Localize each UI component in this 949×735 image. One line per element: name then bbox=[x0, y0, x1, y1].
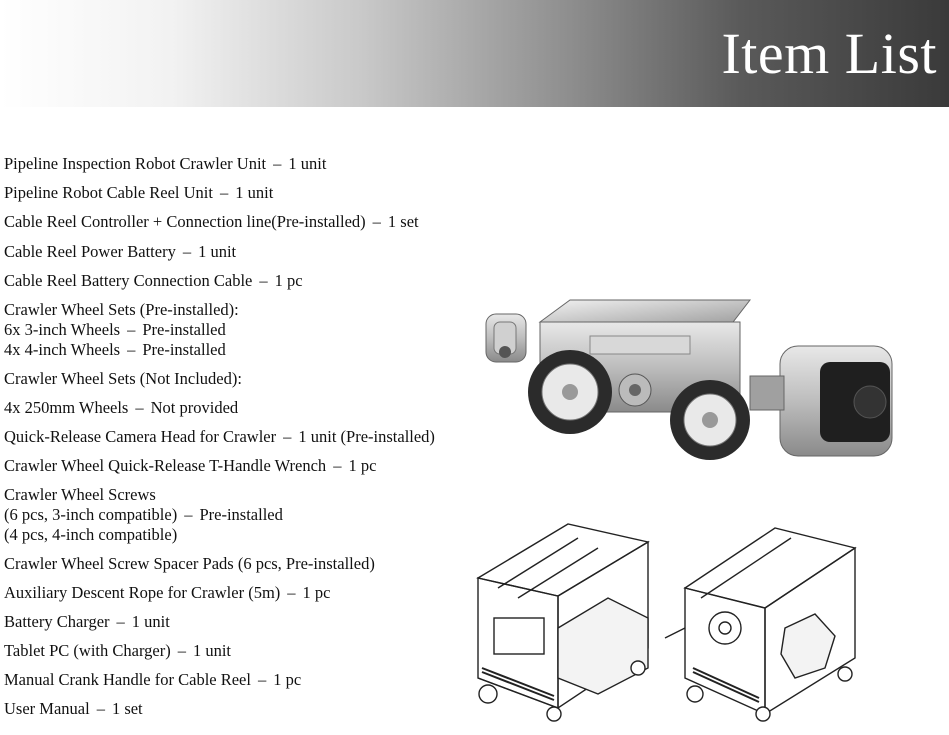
item-name: (4 pcs, 4-inch compatible) bbox=[4, 525, 178, 544]
item-line bbox=[4, 369, 474, 389]
item-name: Cable Reel Battery Connection Cable bbox=[4, 271, 253, 290]
list-item bbox=[4, 398, 474, 418]
item-quantity: Pre-installed bbox=[142, 340, 226, 359]
item-quantity: Not provided bbox=[150, 398, 239, 417]
item-name: Crawler Wheel Sets (Pre-installed): bbox=[4, 300, 239, 319]
item-dash: – bbox=[287, 583, 296, 602]
item-line bbox=[4, 183, 474, 203]
item-quantity: 1 pc bbox=[274, 271, 303, 290]
item-quantity: 1 pc bbox=[348, 456, 377, 475]
item-list bbox=[4, 154, 474, 719]
item-name: (6 pcs, 3-inch compatible) bbox=[4, 505, 178, 524]
item-quantity: 1 unit bbox=[288, 154, 327, 173]
list-item bbox=[4, 369, 474, 389]
item-line bbox=[4, 398, 474, 418]
item-quantity: 1 pc bbox=[273, 670, 302, 689]
item-dash: – bbox=[96, 699, 105, 718]
item-dash: – bbox=[127, 320, 136, 339]
item-quantity: 1 unit (Pre-installed) bbox=[298, 427, 435, 446]
list-item bbox=[4, 154, 474, 174]
item-line bbox=[4, 300, 474, 320]
item-name: Crawler Wheel Screw Spacer Pads (6 pcs, Pre-installed) bbox=[4, 554, 375, 573]
list-item bbox=[4, 583, 474, 603]
item-dash: – bbox=[372, 212, 381, 231]
item-quantity: 1 pc bbox=[302, 583, 331, 602]
item-line bbox=[4, 271, 474, 291]
list-item bbox=[4, 242, 474, 262]
item-quantity: 1 unit bbox=[198, 242, 237, 261]
item-line bbox=[4, 505, 474, 525]
item-name: 4x 250mm Wheels bbox=[4, 398, 129, 417]
item-dash: – bbox=[257, 670, 267, 689]
item-line bbox=[4, 427, 474, 447]
item-dash: – bbox=[177, 641, 186, 660]
item-dash: – bbox=[182, 242, 192, 261]
item-line bbox=[4, 554, 474, 574]
item-name: Crawler Wheel Screws bbox=[4, 485, 156, 504]
crawler-robot-photo bbox=[480, 292, 910, 468]
item-name: User Manual bbox=[4, 699, 90, 718]
list-item bbox=[4, 183, 474, 203]
item-name: Tablet PC (with Charger) bbox=[4, 641, 171, 660]
page-title: Item List bbox=[721, 21, 937, 86]
cable-reel-drawing-right bbox=[655, 518, 867, 722]
item-line bbox=[4, 670, 474, 690]
list-item bbox=[4, 670, 474, 690]
item-name: 4x 4-inch Wheels bbox=[4, 340, 121, 359]
item-quantity: 1 unit bbox=[192, 641, 232, 660]
item-line bbox=[4, 699, 474, 719]
list-item bbox=[4, 212, 474, 232]
list-item bbox=[4, 456, 474, 476]
list-item bbox=[4, 485, 474, 545]
item-line bbox=[4, 340, 474, 360]
item-name: Pipeline Robot Cable Reel Unit bbox=[4, 183, 213, 202]
item-line bbox=[4, 212, 474, 232]
item-line bbox=[4, 612, 474, 632]
item-dash: – bbox=[127, 340, 136, 359]
item-dash: – bbox=[259, 271, 268, 290]
item-dash: – bbox=[283, 427, 292, 446]
item-name: Auxiliary Descent Rope for Crawler (5m) bbox=[4, 583, 281, 602]
item-line bbox=[4, 525, 474, 545]
item-line bbox=[4, 320, 474, 340]
item-dash: – bbox=[333, 456, 342, 475]
item-dash: – bbox=[135, 398, 144, 417]
item-line bbox=[4, 641, 474, 661]
list-item bbox=[4, 554, 474, 574]
item-name: Cable Reel Power Battery bbox=[4, 242, 176, 261]
item-line bbox=[4, 242, 474, 262]
item-name: Quick-Release Camera Head for Crawler bbox=[4, 427, 277, 446]
item-quantity: 1 set bbox=[387, 212, 419, 231]
list-item bbox=[4, 699, 474, 719]
item-name: Crawler Wheel Quick-Release T-Handle Wrench bbox=[4, 456, 327, 475]
item-name: Pipeline Inspection Robot Crawler Unit bbox=[4, 154, 267, 173]
item-line bbox=[4, 485, 474, 505]
item-name: Manual Crank Handle for Cable Reel bbox=[4, 670, 251, 689]
item-line bbox=[4, 456, 474, 476]
item-name: Cable Reel Controller + Connection line(Pre-installed) bbox=[4, 212, 366, 231]
list-item bbox=[4, 300, 474, 360]
item-dash: – bbox=[273, 154, 282, 173]
item-dash: – bbox=[116, 612, 125, 631]
item-line bbox=[4, 154, 474, 174]
list-item bbox=[4, 612, 474, 632]
item-quantity: 1 unit bbox=[131, 612, 170, 631]
item-name: Crawler Wheel Sets (Not Included): bbox=[4, 369, 242, 388]
item-name: Battery Charger bbox=[4, 612, 110, 631]
item-dash: – bbox=[184, 505, 193, 524]
item-quantity: 1 unit bbox=[235, 183, 274, 202]
list-item bbox=[4, 641, 474, 661]
item-line bbox=[4, 583, 474, 603]
item-quantity: Pre-installed bbox=[142, 320, 226, 339]
item-name: 6x 3-inch Wheels bbox=[4, 320, 121, 339]
list-item bbox=[4, 271, 474, 291]
list-item bbox=[4, 427, 474, 447]
header-banner bbox=[0, 0, 949, 107]
item-quantity: Pre-installed bbox=[199, 505, 283, 524]
item-quantity: 1 set bbox=[111, 699, 143, 718]
item-dash: – bbox=[219, 183, 229, 202]
